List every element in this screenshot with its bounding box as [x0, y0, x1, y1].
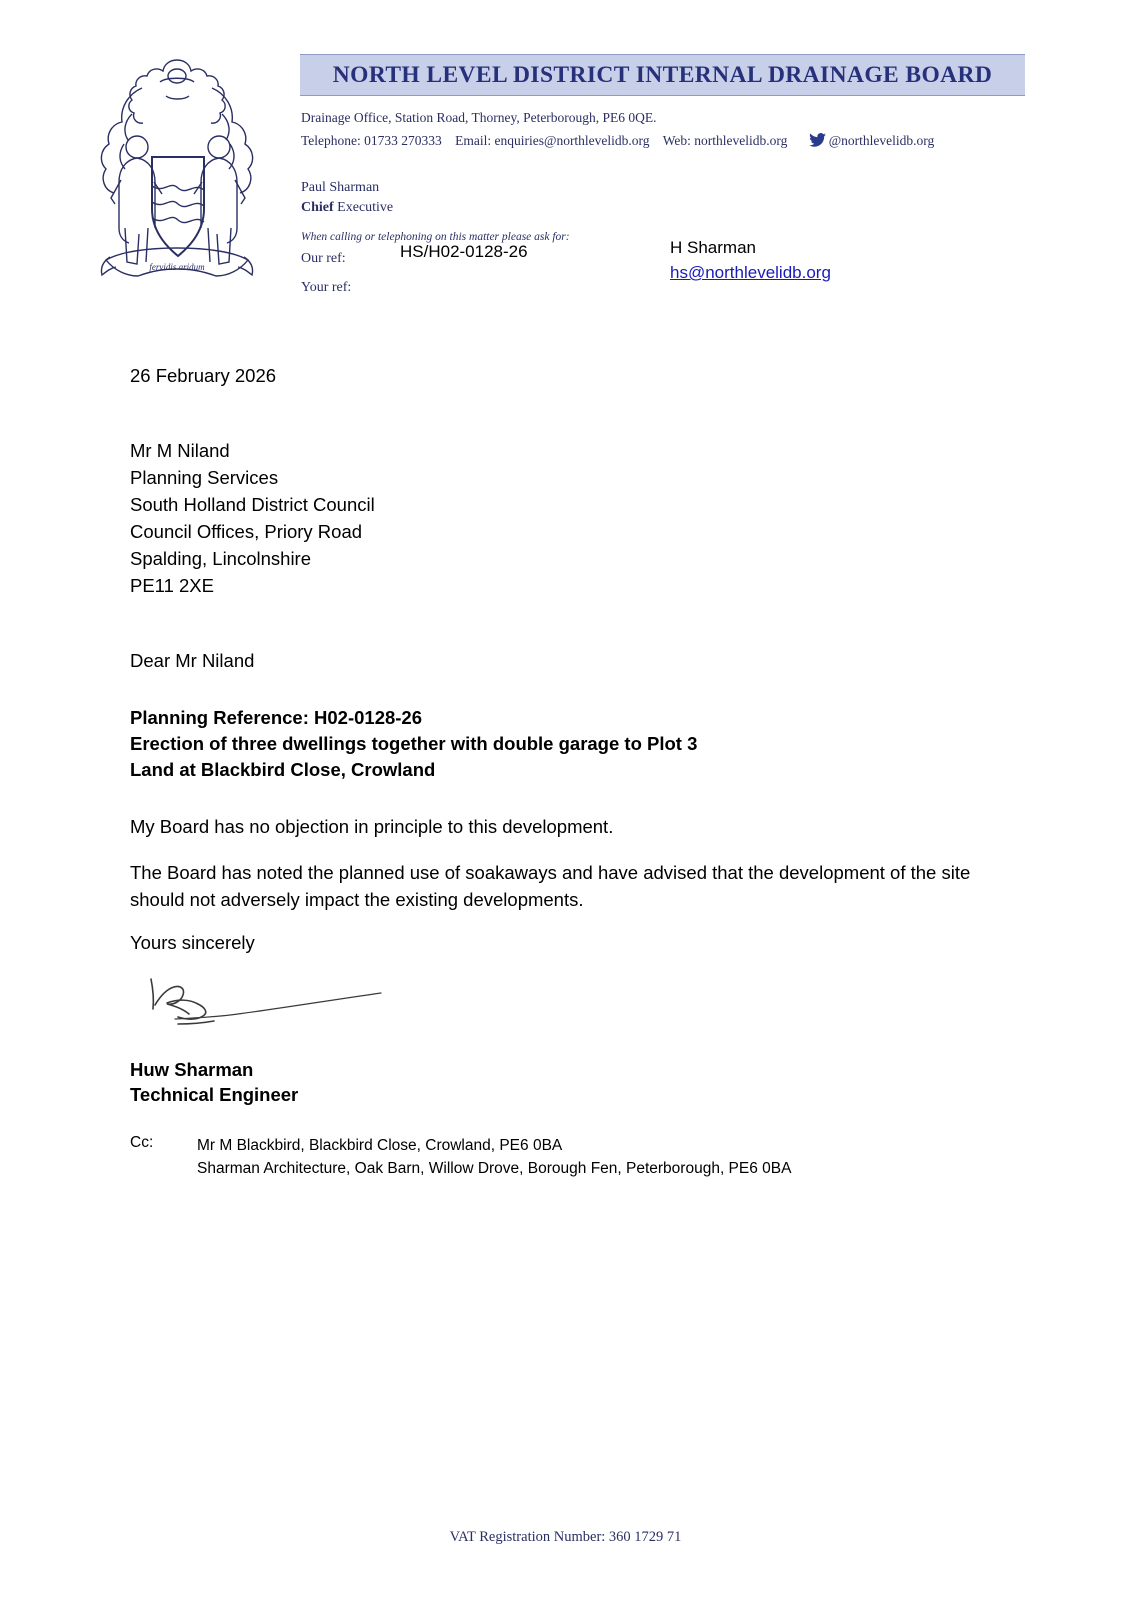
- our-ref-value: HS/H02-0128-26: [400, 242, 528, 261]
- svg-text:fervidis aridum: fervidis aridum: [149, 262, 205, 272]
- recipient-line: Mr M Niland: [130, 440, 230, 461]
- contact-details-line: [301, 133, 934, 151]
- recipient-line: Spalding, Lincolnshire: [130, 548, 312, 569]
- board-title: NORTH LEVEL DISTRICT INTERNAL DRAINAGE BOARD: [332, 62, 993, 88]
- recipient-line: Planning Services: [130, 467, 279, 488]
- site-location-line: Land at Blackbird Close, Crowland: [130, 759, 436, 780]
- recipient-line: South Holland District Council: [130, 494, 375, 515]
- salutation: Dear Mr Niland: [130, 650, 255, 671]
- twitter-handle: @northlevelidb.org: [828, 133, 935, 148]
- recipient-line: PE11 2XE: [130, 575, 214, 596]
- ask-for-note: When calling or telephoning on this matter please ask for:: [301, 231, 570, 243]
- email-text: Email: enquiries@northlevelidb.org: [455, 133, 650, 148]
- signer-block: [130, 1057, 298, 1107]
- cc-entry: Sharman Architecture, Oak Barn, Willow Drove, Borough Fen, Peterborough, PE6 0BA: [197, 1160, 792, 1177]
- chief-executive-title: [301, 200, 393, 216]
- chief-executive-name: Paul Sharman: [301, 180, 380, 195]
- body-paragraph-2: The Board has noted the planned use of soakaways and have advised that the development of the site should not adversely impact the existing developments.: [130, 862, 971, 910]
- cc-list: [197, 1134, 791, 1180]
- contact-email-link[interactable]: hs@northlevelidb.org: [670, 263, 831, 282]
- subject-block: [130, 705, 697, 783]
- board-title-band: [300, 54, 1025, 96]
- signer-title: Technical Engineer: [130, 1084, 299, 1105]
- vat-registration-footer: VAT Registration Number: 360 1729 71: [449, 1529, 682, 1545]
- coat-of-arms-crest: [80, 52, 275, 297]
- body-paragraph-1: My Board has no objection in principle to this development.: [130, 816, 614, 837]
- office-address: Drainage Office, Station Road, Thorney, Peterborough, PE6 0QE.: [301, 110, 657, 125]
- recipient-line: Council Offices, Priory Road: [130, 521, 363, 542]
- signer-name: Huw Sharman: [130, 1059, 254, 1080]
- handwritten-signature: [145, 975, 405, 1037]
- proposal-description-line: Erection of three dwellings together with double garage to Plot 3: [130, 733, 698, 754]
- letter-date: 26 February 2026: [130, 365, 277, 386]
- letterhead: [70, 48, 1061, 318]
- telephone-text: Telephone: 01733 270333: [301, 133, 442, 148]
- twitter-icon: [809, 133, 826, 151]
- chief-executive-title-bold: Chief: [301, 200, 334, 215]
- your-ref-label: Your ref:: [301, 280, 352, 295]
- our-ref-label: Our ref:: [301, 251, 346, 266]
- recipient-address-block: [130, 437, 375, 599]
- planning-reference-line: Planning Reference: H02-0128-26: [130, 707, 423, 728]
- closing-line: Yours sincerely: [130, 932, 255, 953]
- cc-entry: Mr M Blackbird, Blackbird Close, Crowland, PE6 0BA: [197, 1137, 563, 1154]
- cc-label: Cc:: [130, 1134, 154, 1151]
- web-text: Web: northlevelidb.org: [662, 133, 788, 148]
- chief-executive-title-rest: Executive: [333, 200, 394, 215]
- contact-person-name: H Sharman: [670, 238, 756, 257]
